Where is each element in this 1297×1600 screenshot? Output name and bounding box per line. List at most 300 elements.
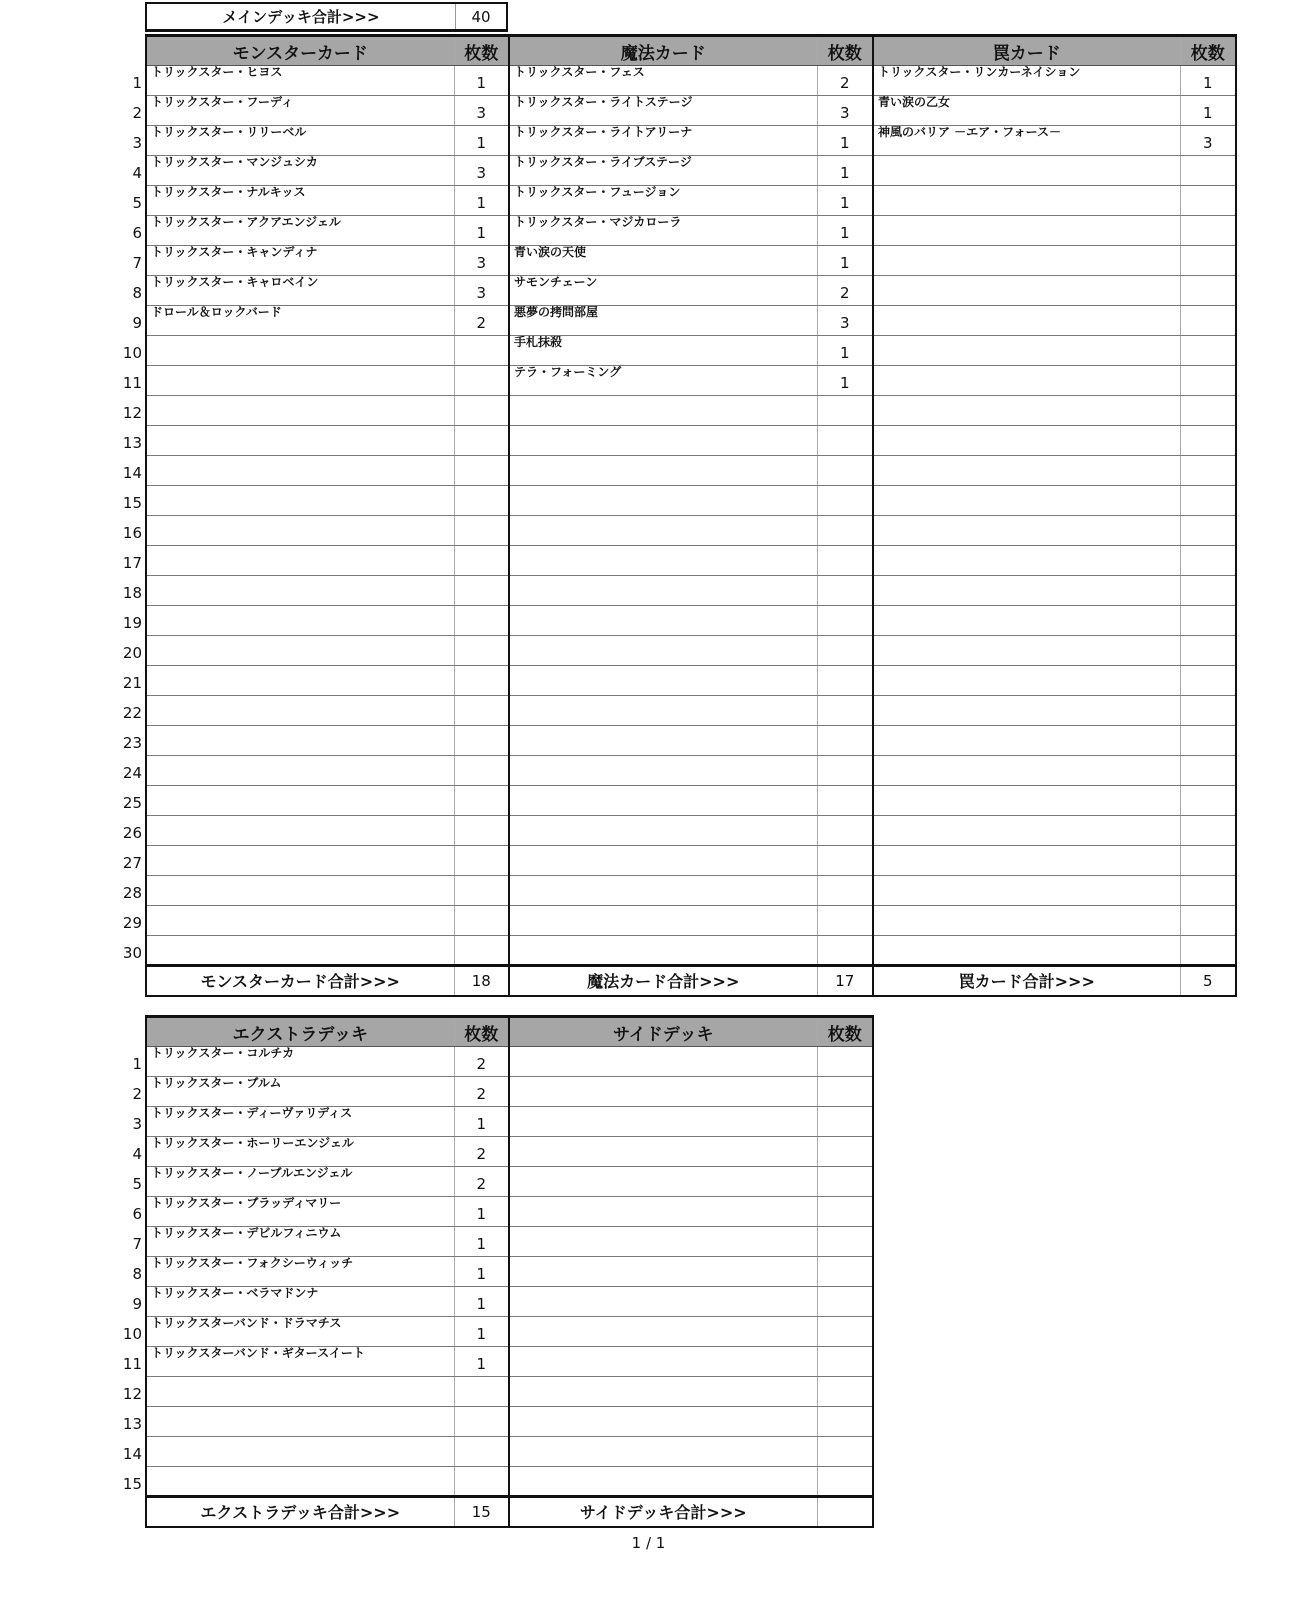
monster-card-name[interactable] bbox=[146, 756, 454, 786]
trap-card-count[interactable] bbox=[1180, 276, 1236, 306]
monster-card-name[interactable] bbox=[146, 546, 454, 576]
extra-card-name[interactable]: トリックスター・ベラマドンナ bbox=[146, 1287, 454, 1317]
spell-card-name[interactable] bbox=[509, 636, 817, 666]
extra-card-name[interactable] bbox=[146, 1377, 454, 1407]
table-row bbox=[146, 456, 1236, 486]
table-row bbox=[146, 546, 1236, 576]
trap-card-name[interactable] bbox=[873, 606, 1180, 636]
row-number: 22 bbox=[122, 704, 142, 722]
spell-card-name[interactable]: トリックスター・ライブステージ bbox=[509, 156, 817, 186]
monster-card-count[interactable] bbox=[454, 546, 509, 576]
monster-card-name[interactable]: トリックスター・キャンディナ bbox=[146, 246, 454, 276]
extra-card-name[interactable]: トリックスターバンド・ドラマチス bbox=[146, 1317, 454, 1347]
monster-card-name[interactable]: トリックスター・リリーベル bbox=[146, 126, 454, 156]
spell-card-count[interactable] bbox=[817, 456, 873, 486]
side-card-name[interactable] bbox=[509, 1197, 817, 1227]
side-card-count[interactable] bbox=[817, 1257, 873, 1287]
trap-card-count[interactable] bbox=[1180, 426, 1236, 456]
spell-card-name[interactable] bbox=[509, 666, 817, 696]
spell-card-name[interactable] bbox=[509, 756, 817, 786]
extra-card-count[interactable] bbox=[454, 1437, 509, 1467]
row-number: 19 bbox=[122, 614, 142, 632]
extra-card-name[interactable]: トリックスター・ホーリーエンジェル bbox=[146, 1137, 454, 1167]
spell-card-count[interactable] bbox=[817, 726, 873, 756]
trap-card-count[interactable] bbox=[1180, 936, 1236, 966]
trap-card-count[interactable] bbox=[1180, 456, 1236, 486]
extra-header: エクストラデッキ bbox=[146, 1017, 454, 1047]
row-number: 1 bbox=[132, 74, 142, 92]
trap-card-name[interactable] bbox=[873, 696, 1180, 726]
extra-card-count[interactable]: 2 bbox=[454, 1047, 509, 1077]
monster-card-name[interactable] bbox=[146, 936, 454, 966]
extra-card-name[interactable] bbox=[146, 1437, 454, 1467]
trap-card-count[interactable] bbox=[1180, 726, 1236, 756]
table-row bbox=[146, 1047, 873, 1077]
monster-card-count[interactable] bbox=[454, 396, 509, 426]
monster-card-name[interactable] bbox=[146, 786, 454, 816]
side-card-name[interactable] bbox=[509, 1407, 817, 1437]
table-row bbox=[146, 426, 1236, 456]
trap-card-name[interactable] bbox=[873, 396, 1180, 426]
monster-card-name[interactable] bbox=[146, 426, 454, 456]
spell-card-count[interactable]: 1 bbox=[817, 126, 873, 156]
trap-card-count[interactable] bbox=[1180, 486, 1236, 516]
monster-card-name[interactable] bbox=[146, 666, 454, 696]
monster-card-name[interactable] bbox=[146, 456, 454, 486]
spell-card-name[interactable] bbox=[509, 726, 817, 756]
extra-card-count[interactable]: 1 bbox=[454, 1317, 509, 1347]
table-row bbox=[146, 246, 1236, 276]
spell-card-count[interactable] bbox=[817, 756, 873, 786]
extra-card-count[interactable]: 1 bbox=[454, 1227, 509, 1257]
trap-card-count[interactable] bbox=[1180, 756, 1236, 786]
extra-card-count[interactable]: 1 bbox=[454, 1347, 509, 1377]
trap-card-name[interactable] bbox=[873, 546, 1180, 576]
row-number: 5 bbox=[132, 194, 142, 212]
spell-card-count[interactable]: 1 bbox=[817, 186, 873, 216]
trap-card-count[interactable] bbox=[1180, 546, 1236, 576]
table-row bbox=[146, 816, 1236, 846]
row-number: 16 bbox=[122, 524, 142, 542]
row-number: 2 bbox=[132, 1085, 142, 1103]
trap-header: 罠カード bbox=[873, 36, 1180, 66]
table-row bbox=[146, 96, 1236, 126]
spell-card-name[interactable] bbox=[509, 786, 817, 816]
extra-card-count[interactable] bbox=[454, 1467, 509, 1497]
extra-card-name[interactable]: トリックスター・デビルフィニウム bbox=[146, 1227, 454, 1257]
row-number: 15 bbox=[122, 494, 142, 512]
spell-card-count[interactable] bbox=[817, 576, 873, 606]
monster-card-count[interactable] bbox=[454, 726, 509, 756]
monster-card-name[interactable]: トリックスター・マンジュシカ bbox=[146, 156, 454, 186]
spell-card-name[interactable] bbox=[509, 936, 817, 966]
side-card-count[interactable] bbox=[817, 1107, 873, 1137]
monster-card-count[interactable]: 2 bbox=[454, 306, 509, 336]
spell-card-count[interactable]: 2 bbox=[817, 66, 873, 96]
spell-card-name[interactable] bbox=[509, 456, 817, 486]
trap-card-name[interactable] bbox=[873, 876, 1180, 906]
extra-card-name[interactable]: トリックスター・ノーブルエンジェル bbox=[146, 1167, 454, 1197]
spell-card-count[interactable] bbox=[817, 426, 873, 456]
monster-total-value: 18 bbox=[454, 966, 509, 996]
spell-card-name[interactable]: トリックスター・フュージョン bbox=[509, 186, 817, 216]
monster-card-count[interactable] bbox=[454, 816, 509, 846]
table-row bbox=[146, 1317, 873, 1347]
table-row bbox=[146, 486, 1236, 516]
spell-card-name[interactable]: トリックスター・フェス bbox=[509, 66, 817, 96]
row-number: 25 bbox=[122, 794, 142, 812]
spell-card-count[interactable]: 3 bbox=[817, 306, 873, 336]
monster-card-name[interactable] bbox=[146, 336, 454, 366]
spell-card-count[interactable] bbox=[817, 666, 873, 696]
trap-card-name[interactable] bbox=[873, 276, 1180, 306]
side-card-count[interactable] bbox=[817, 1077, 873, 1107]
spell-card-count[interactable] bbox=[817, 696, 873, 726]
monster-card-count[interactable] bbox=[454, 456, 509, 486]
extra-card-name[interactable]: トリックスター・ブルム bbox=[146, 1077, 454, 1107]
spell-card-name[interactable]: トリックスター・マジカローラ bbox=[509, 216, 817, 246]
monster-card-count[interactable]: 1 bbox=[454, 66, 509, 96]
side-card-name[interactable] bbox=[509, 1167, 817, 1197]
spell-card-name[interactable]: トリックスター・ライトステージ bbox=[509, 96, 817, 126]
extra-card-count[interactable]: 1 bbox=[454, 1287, 509, 1317]
table-row bbox=[146, 1467, 873, 1497]
table-row bbox=[146, 516, 1236, 546]
spell-card-name[interactable] bbox=[509, 696, 817, 726]
spell-total-value: 17 bbox=[817, 966, 873, 996]
extra-card-count[interactable]: 1 bbox=[454, 1197, 509, 1227]
monster-card-count[interactable] bbox=[454, 936, 509, 966]
trap-card-name[interactable] bbox=[873, 246, 1180, 276]
monster-card-count[interactable] bbox=[454, 576, 509, 606]
monster-card-count[interactable] bbox=[454, 876, 509, 906]
spell-card-count[interactable]: 1 bbox=[817, 366, 873, 396]
monster-card-name[interactable] bbox=[146, 576, 454, 606]
spell-card-count[interactable]: 3 bbox=[817, 96, 873, 126]
spell-card-name[interactable]: テラ・フォーミング bbox=[509, 366, 817, 396]
spell-card-name[interactable] bbox=[509, 546, 817, 576]
monster-card-name[interactable]: トリックスター・キャロベイン bbox=[146, 276, 454, 306]
side-card-name[interactable] bbox=[509, 1347, 817, 1377]
main-deck-table bbox=[145, 34, 1237, 997]
monster-card-name[interactable] bbox=[146, 366, 454, 396]
trap-card-count[interactable] bbox=[1180, 216, 1236, 246]
trap-card-count[interactable] bbox=[1180, 336, 1236, 366]
spell-card-name[interactable] bbox=[509, 876, 817, 906]
monster-card-count[interactable] bbox=[454, 606, 509, 636]
side-card-count[interactable] bbox=[817, 1437, 873, 1467]
side-count-header: 枚数 bbox=[817, 1017, 873, 1047]
monster-card-count[interactable] bbox=[454, 516, 509, 546]
spell-card-count[interactable] bbox=[817, 636, 873, 666]
trap-card-name[interactable] bbox=[873, 906, 1180, 936]
side-card-count[interactable] bbox=[817, 1197, 873, 1227]
extra-card-count[interactable]: 2 bbox=[454, 1077, 509, 1107]
side-card-name[interactable] bbox=[509, 1287, 817, 1317]
spell-card-name[interactable] bbox=[509, 486, 817, 516]
trap-card-name[interactable] bbox=[873, 636, 1180, 666]
trap-card-name[interactable] bbox=[873, 486, 1180, 516]
side-card-name[interactable] bbox=[509, 1107, 817, 1137]
table-row bbox=[146, 276, 1236, 306]
table-row bbox=[146, 1137, 873, 1167]
spell-card-name[interactable] bbox=[509, 516, 817, 546]
monster-card-name[interactable] bbox=[146, 816, 454, 846]
spell-card-count[interactable]: 1 bbox=[817, 336, 873, 366]
side-card-name[interactable] bbox=[509, 1317, 817, 1347]
trap-card-name[interactable] bbox=[873, 516, 1180, 546]
page-indicator: 1 / 1 bbox=[631, 1534, 666, 1552]
row-number: 9 bbox=[132, 314, 142, 332]
monster-card-count[interactable] bbox=[454, 426, 509, 456]
spell-card-name[interactable]: 手札抹殺 bbox=[509, 336, 817, 366]
side-card-count[interactable] bbox=[817, 1167, 873, 1197]
extra-card-count[interactable] bbox=[454, 1377, 509, 1407]
trap-card-name[interactable] bbox=[873, 786, 1180, 816]
table-row bbox=[146, 336, 1236, 366]
row-number: 3 bbox=[132, 1115, 142, 1133]
spell-card-name[interactable]: サモンチェーン bbox=[509, 276, 817, 306]
side-card-name[interactable] bbox=[509, 1467, 817, 1497]
extra-card-name[interactable]: トリックスターバンド・ギタースイート bbox=[146, 1347, 454, 1377]
spell-card-count[interactable] bbox=[817, 486, 873, 516]
trap-card-count[interactable]: 3 bbox=[1180, 126, 1236, 156]
trap-card-count[interactable] bbox=[1180, 606, 1236, 636]
extra-row-numbers bbox=[100, 1045, 142, 1495]
monster-card-name[interactable] bbox=[146, 396, 454, 426]
trap-card-name[interactable] bbox=[873, 936, 1180, 966]
monster-card-name[interactable] bbox=[146, 636, 454, 666]
trap-card-count[interactable]: 1 bbox=[1180, 66, 1236, 96]
trap-card-name[interactable] bbox=[873, 726, 1180, 756]
trap-card-count[interactable] bbox=[1180, 576, 1236, 606]
table-row bbox=[146, 66, 1236, 96]
monster-card-name[interactable]: トリックスター・ヒヨス bbox=[146, 66, 454, 96]
extra-card-count[interactable]: 2 bbox=[454, 1167, 509, 1197]
spell-card-count[interactable] bbox=[817, 906, 873, 936]
trap-card-name[interactable] bbox=[873, 816, 1180, 846]
monster-card-name[interactable] bbox=[146, 696, 454, 726]
main-table-header bbox=[146, 36, 1236, 66]
trap-card-count[interactable] bbox=[1180, 516, 1236, 546]
monster-card-name[interactable] bbox=[146, 486, 454, 516]
extra-card-count[interactable] bbox=[454, 1407, 509, 1437]
trap-card-name[interactable] bbox=[873, 186, 1180, 216]
side-card-name[interactable] bbox=[509, 1227, 817, 1257]
spell-card-name[interactable] bbox=[509, 396, 817, 426]
monster-card-count[interactable] bbox=[454, 756, 509, 786]
extra-card-name[interactable] bbox=[146, 1467, 454, 1497]
side-card-name[interactable] bbox=[509, 1077, 817, 1107]
trap-card-count[interactable] bbox=[1180, 306, 1236, 336]
extra-card-name[interactable]: トリックスター・フォクシーウィッチ bbox=[146, 1257, 454, 1287]
trap-card-count[interactable] bbox=[1180, 636, 1236, 666]
trap-card-count[interactable] bbox=[1180, 906, 1236, 936]
trap-card-name[interactable] bbox=[873, 336, 1180, 366]
monster-card-name[interactable] bbox=[146, 846, 454, 876]
side-card-count[interactable] bbox=[817, 1467, 873, 1497]
spell-card-count[interactable] bbox=[817, 396, 873, 426]
row-number: 7 bbox=[132, 254, 142, 272]
side-card-name[interactable] bbox=[509, 1257, 817, 1287]
monster-card-count[interactable] bbox=[454, 696, 509, 726]
row-number: 12 bbox=[122, 1385, 142, 1403]
trap-card-name[interactable] bbox=[873, 576, 1180, 606]
spell-card-name[interactable] bbox=[509, 906, 817, 936]
table-row bbox=[146, 1437, 873, 1467]
spell-card-count[interactable] bbox=[817, 786, 873, 816]
trap-card-count[interactable] bbox=[1180, 696, 1236, 726]
spell-card-count[interactable] bbox=[817, 606, 873, 636]
trap-card-name[interactable]: トリックスター・リンカーネイション bbox=[873, 66, 1180, 96]
trap-card-count[interactable] bbox=[1180, 666, 1236, 696]
spell-card-count[interactable] bbox=[817, 816, 873, 846]
monster-card-count[interactable]: 1 bbox=[454, 216, 509, 246]
monster-card-name[interactable] bbox=[146, 516, 454, 546]
extra-table-header bbox=[146, 1017, 873, 1047]
row-number: 15 bbox=[122, 1475, 142, 1493]
row-number: 8 bbox=[132, 284, 142, 302]
spell-card-name[interactable]: トリックスター・ライトアリーナ bbox=[509, 126, 817, 156]
trap-card-name[interactable] bbox=[873, 306, 1180, 336]
extra-card-name[interactable]: トリックスター・ブラッディマリー bbox=[146, 1197, 454, 1227]
side-total-label: サイドデッキ合計>>> bbox=[509, 1497, 817, 1527]
monster-card-count[interactable] bbox=[454, 666, 509, 696]
spell-card-count[interactable]: 2 bbox=[817, 276, 873, 306]
side-card-count[interactable] bbox=[817, 1407, 873, 1437]
monster-card-count[interactable]: 3 bbox=[454, 96, 509, 126]
monster-card-count[interactable] bbox=[454, 906, 509, 936]
side-card-count[interactable] bbox=[817, 1137, 873, 1167]
table-row bbox=[146, 1227, 873, 1257]
row-number: 23 bbox=[122, 734, 142, 752]
monster-card-count[interactable] bbox=[454, 636, 509, 666]
spell-card-name[interactable] bbox=[509, 576, 817, 606]
monster-card-count[interactable]: 1 bbox=[454, 126, 509, 156]
trap-card-name[interactable] bbox=[873, 756, 1180, 786]
trap-card-count[interactable] bbox=[1180, 396, 1236, 426]
row-number: 21 bbox=[122, 674, 142, 692]
side-card-name[interactable] bbox=[509, 1437, 817, 1467]
spell-card-name[interactable]: 悪夢の拷問部屋 bbox=[509, 306, 817, 336]
trap-card-name[interactable] bbox=[873, 216, 1180, 246]
extra-card-name[interactable] bbox=[146, 1407, 454, 1437]
monster-card-name[interactable] bbox=[146, 606, 454, 636]
trap-card-name[interactable] bbox=[873, 156, 1180, 186]
monster-card-name[interactable] bbox=[146, 726, 454, 756]
side-card-count[interactable] bbox=[817, 1047, 873, 1077]
trap-card-count[interactable] bbox=[1180, 816, 1236, 846]
side-card-count[interactable] bbox=[817, 1317, 873, 1347]
monster-card-count[interactable]: 3 bbox=[454, 246, 509, 276]
trap-card-name[interactable] bbox=[873, 666, 1180, 696]
trap-card-count[interactable] bbox=[1180, 846, 1236, 876]
monster-card-count[interactable] bbox=[454, 366, 509, 396]
side-card-count[interactable] bbox=[817, 1287, 873, 1317]
row-number: 29 bbox=[122, 914, 142, 932]
row-number: 17 bbox=[122, 554, 142, 572]
spell-card-name[interactable]: 青い涙の天使 bbox=[509, 246, 817, 276]
row-number: 24 bbox=[122, 764, 142, 782]
spell-card-count[interactable] bbox=[817, 516, 873, 546]
trap-card-name[interactable] bbox=[873, 846, 1180, 876]
monster-card-count[interactable]: 3 bbox=[454, 276, 509, 306]
trap-card-name[interactable]: 神風のバリア －エア・フォース－ bbox=[873, 126, 1180, 156]
row-number: 10 bbox=[122, 344, 142, 362]
row-number: 3 bbox=[132, 134, 142, 152]
spell-card-name[interactable] bbox=[509, 426, 817, 456]
extra-card-count[interactable]: 1 bbox=[454, 1257, 509, 1287]
extra-card-count[interactable]: 1 bbox=[454, 1107, 509, 1137]
row-number: 8 bbox=[132, 1265, 142, 1283]
trap-card-count[interactable] bbox=[1180, 246, 1236, 276]
trap-card-count[interactable] bbox=[1180, 156, 1236, 186]
spell-card-count[interactable] bbox=[817, 876, 873, 906]
side-card-name[interactable] bbox=[509, 1047, 817, 1077]
row-number: 20 bbox=[122, 644, 142, 662]
monster-card-count[interactable] bbox=[454, 486, 509, 516]
table-row bbox=[146, 1197, 873, 1227]
spell-card-name[interactable] bbox=[509, 846, 817, 876]
trap-card-name[interactable] bbox=[873, 456, 1180, 486]
trap-card-count[interactable] bbox=[1180, 876, 1236, 906]
trap-total-value: 5 bbox=[1180, 966, 1236, 996]
trap-card-count[interactable] bbox=[1180, 186, 1236, 216]
side-card-count[interactable] bbox=[817, 1377, 873, 1407]
side-total-value bbox=[817, 1497, 873, 1527]
spell-card-count[interactable] bbox=[817, 846, 873, 876]
monster-card-count[interactable] bbox=[454, 846, 509, 876]
trap-card-name[interactable] bbox=[873, 426, 1180, 456]
spell-card-count[interactable]: 1 bbox=[817, 156, 873, 186]
extra-card-name[interactable]: トリックスター・コルチカ bbox=[146, 1047, 454, 1077]
spell-card-count[interactable] bbox=[817, 936, 873, 966]
side-card-count[interactable] bbox=[817, 1347, 873, 1377]
trap-total-label: 罠カード合計>>> bbox=[873, 966, 1180, 996]
table-row bbox=[146, 756, 1236, 786]
spell-card-count[interactable] bbox=[817, 546, 873, 576]
extra-table-totals bbox=[146, 1497, 873, 1527]
trap-card-name[interactable]: 青い涙の乙女 bbox=[873, 96, 1180, 126]
monster-card-count[interactable]: 3 bbox=[454, 156, 509, 186]
trap-card-count[interactable] bbox=[1180, 786, 1236, 816]
spell-card-name[interactable] bbox=[509, 606, 817, 636]
monster-card-name[interactable] bbox=[146, 876, 454, 906]
extra-card-name[interactable]: トリックスター・ディーヴァリディス bbox=[146, 1107, 454, 1137]
table-row bbox=[146, 1107, 873, 1137]
side-card-name[interactable] bbox=[509, 1377, 817, 1407]
monster-card-name[interactable] bbox=[146, 906, 454, 936]
trap-card-count[interactable] bbox=[1180, 366, 1236, 396]
monster-card-name[interactable]: トリックスター・ナルキッス bbox=[146, 186, 454, 216]
spell-card-name[interactable] bbox=[509, 816, 817, 846]
monster-card-count[interactable] bbox=[454, 786, 509, 816]
side-card-name[interactable] bbox=[509, 1137, 817, 1167]
spell-card-count[interactable]: 1 bbox=[817, 216, 873, 246]
monster-card-count[interactable] bbox=[454, 336, 509, 366]
trap-card-name[interactable] bbox=[873, 366, 1180, 396]
extra-total-value: 15 bbox=[454, 1497, 509, 1527]
trap-card-count[interactable]: 1 bbox=[1180, 96, 1236, 126]
monster-card-name[interactable]: ドロール＆ロックバード bbox=[146, 306, 454, 336]
side-card-count[interactable] bbox=[817, 1227, 873, 1257]
monster-card-name[interactable]: トリックスター・フーディ bbox=[146, 96, 454, 126]
monster-card-name[interactable]: トリックスター・アクアエンジェル bbox=[146, 216, 454, 246]
table-row bbox=[146, 306, 1236, 336]
spell-card-count[interactable]: 1 bbox=[817, 246, 873, 276]
extra-card-count[interactable]: 2 bbox=[454, 1137, 509, 1167]
monster-card-count[interactable]: 1 bbox=[454, 186, 509, 216]
